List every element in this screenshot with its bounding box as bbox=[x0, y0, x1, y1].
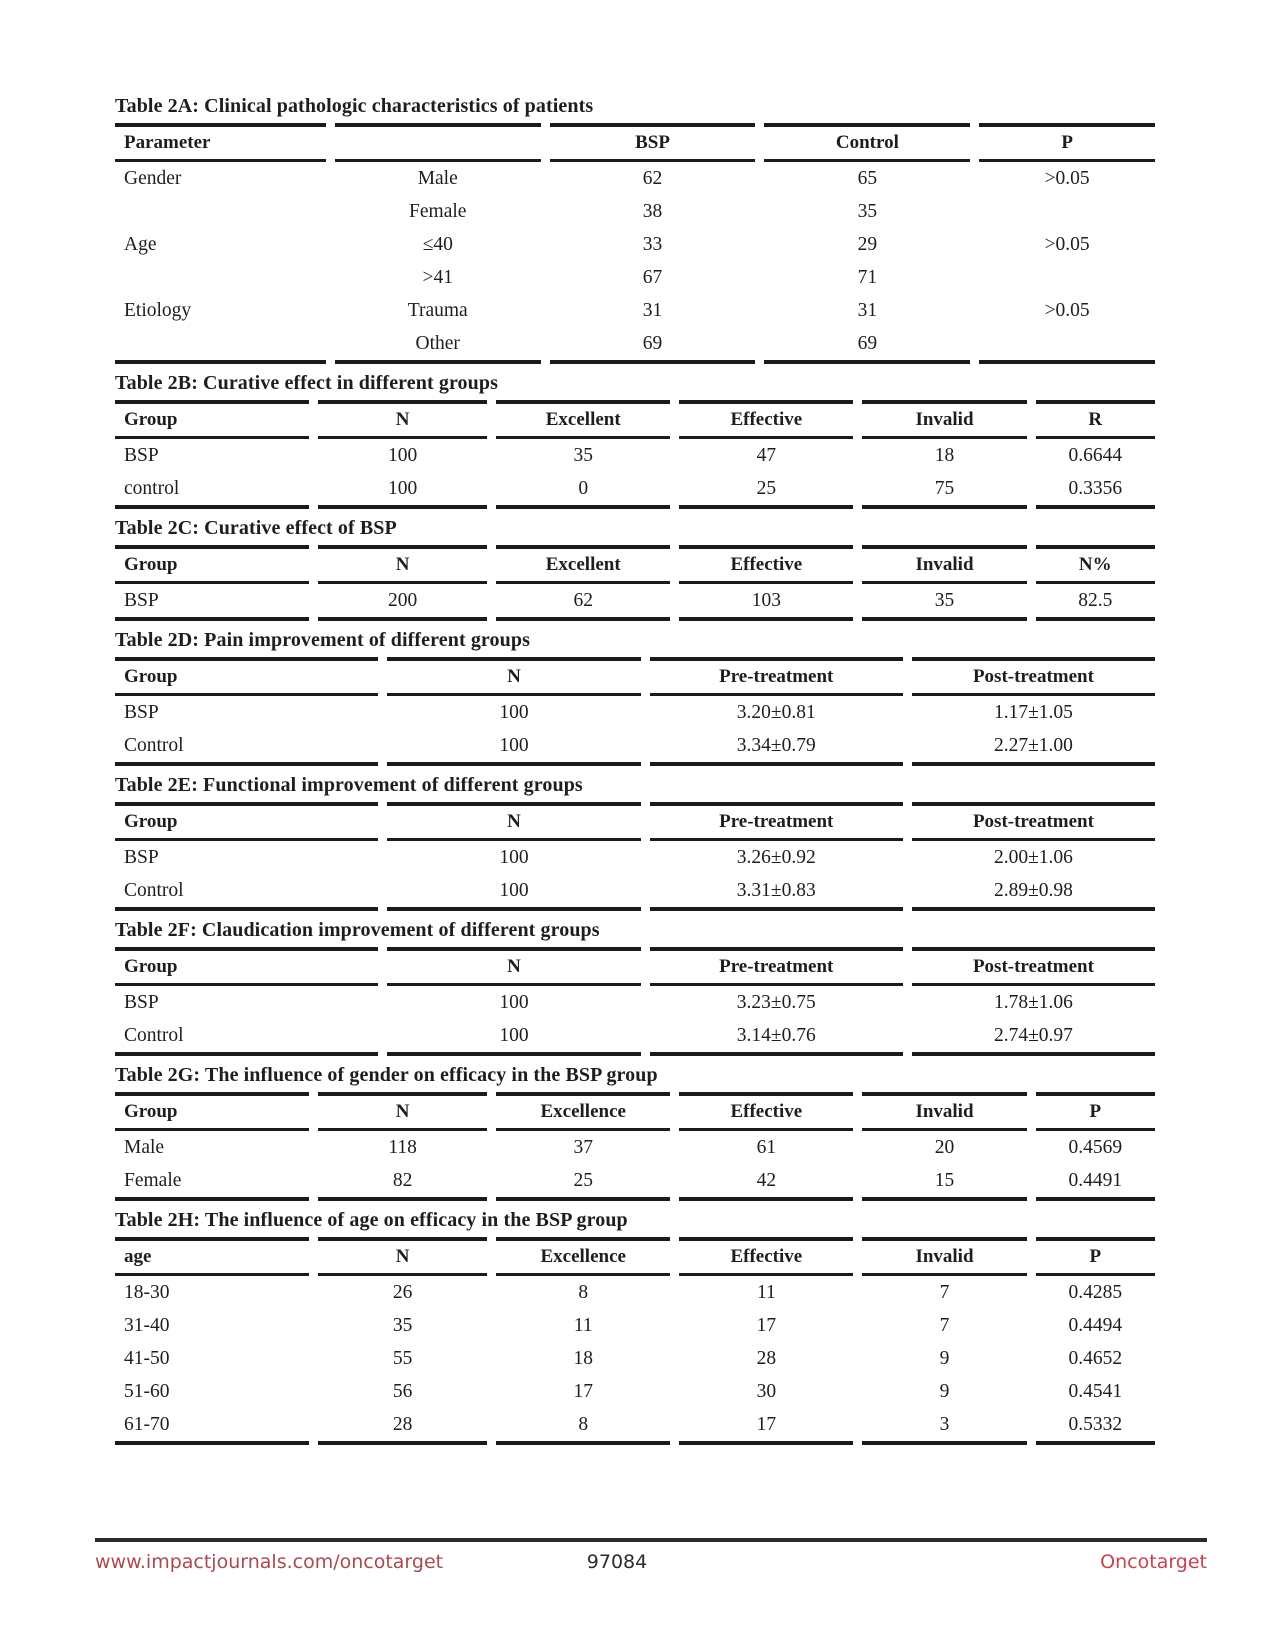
column-header: Invalid bbox=[862, 1237, 1026, 1276]
table-cell: 8 bbox=[496, 1408, 670, 1445]
column-header: P bbox=[1036, 1237, 1155, 1276]
table-cell: 61-70 bbox=[115, 1408, 309, 1445]
table-row bbox=[115, 439, 1155, 472]
table-cell: 7 bbox=[939, 1315, 950, 1336]
column-header: Effective bbox=[679, 400, 853, 439]
table-cell: 29 bbox=[857, 234, 878, 255]
table-cell: Female bbox=[115, 1164, 309, 1201]
table-cell: 47 bbox=[756, 445, 777, 466]
table-cell: Gender bbox=[124, 168, 182, 189]
table-cell: 0.4491 bbox=[1036, 1164, 1155, 1201]
table-cell: BSP bbox=[124, 992, 159, 1013]
table-cell bbox=[115, 195, 326, 228]
table-cell: 11 bbox=[573, 1315, 593, 1336]
table-cell: BSP bbox=[115, 584, 309, 621]
table-row bbox=[115, 472, 1155, 509]
column-header: R bbox=[1036, 400, 1155, 439]
table-cell: 2.89±0.98 bbox=[912, 874, 1155, 911]
table-cell: 200 bbox=[318, 584, 487, 621]
footer-journal-url: www.impactjournals.com/oncotarget bbox=[95, 1551, 444, 1573]
table-cell: 35 bbox=[573, 445, 593, 466]
table-cell: 61 bbox=[756, 1137, 777, 1158]
table-row bbox=[115, 162, 1155, 195]
column-header: N bbox=[387, 947, 640, 986]
table-row bbox=[115, 1309, 1155, 1342]
table-cell: 3 bbox=[862, 1408, 1026, 1445]
table-cell: 65 bbox=[857, 168, 878, 189]
table-row bbox=[115, 294, 1155, 327]
table-2h bbox=[106, 1237, 1164, 1445]
table-cell: 7 bbox=[939, 1282, 950, 1303]
column-header: Excellent bbox=[496, 400, 670, 439]
table-cell: 1.17±1.05 bbox=[993, 702, 1073, 723]
column-header: Effective bbox=[679, 1092, 853, 1131]
table-cell bbox=[979, 327, 1155, 364]
column-header: Pre-treatment bbox=[650, 947, 903, 986]
header-row bbox=[115, 400, 1155, 439]
header-row bbox=[115, 947, 1155, 986]
table-cell: 0.3356 bbox=[1036, 472, 1155, 509]
column-header: Pre-treatment bbox=[650, 657, 903, 696]
table-cell: 0.4285 bbox=[1068, 1282, 1123, 1303]
table-cell: 69 bbox=[550, 327, 756, 364]
column-header: Invalid bbox=[862, 1092, 1026, 1131]
column-header: Post-treatment bbox=[912, 802, 1155, 841]
table-2g bbox=[106, 1092, 1164, 1201]
column-header: N bbox=[318, 400, 487, 439]
table-cell: BSP bbox=[124, 702, 159, 723]
column-header: Group bbox=[115, 802, 378, 841]
footer-row bbox=[95, 1542, 1207, 1573]
column-header: N bbox=[387, 657, 640, 696]
table-cell: Male bbox=[124, 1137, 165, 1158]
table-cell: Other bbox=[335, 327, 541, 364]
table-row bbox=[115, 261, 1155, 294]
column-header: Excellence bbox=[496, 1237, 670, 1276]
table-2e-title: Table 2E: Functional improvement of different groups bbox=[115, 774, 583, 796]
table-row bbox=[115, 696, 1155, 729]
table-2f bbox=[106, 947, 1164, 1056]
table-cell: >41 bbox=[422, 267, 453, 288]
column-header: Pre-treatment bbox=[650, 802, 903, 841]
header-row bbox=[115, 657, 1155, 696]
header-row bbox=[115, 802, 1155, 841]
table-row bbox=[115, 1375, 1155, 1408]
table-row bbox=[115, 1164, 1155, 1201]
table-2d-title: Table 2D: Pain improvement of different groups bbox=[115, 629, 530, 651]
table-row bbox=[115, 841, 1155, 874]
table-row bbox=[115, 729, 1155, 766]
column-header: Post-treatment bbox=[912, 947, 1155, 986]
table-2c-title: Table 2C: Curative effect of BSP bbox=[115, 517, 397, 539]
table-2a-title: Table 2A: Clinical pathologic characteristics of patients bbox=[115, 95, 594, 117]
table-cell: 35 bbox=[857, 201, 878, 222]
table-cell: 100 bbox=[499, 702, 529, 723]
table-cell: Etiology bbox=[124, 300, 192, 321]
table-cell: 75 bbox=[862, 472, 1026, 509]
table-cell: 18 bbox=[934, 445, 955, 466]
table-cell: ≤40 bbox=[422, 234, 453, 255]
tables-column bbox=[115, 94, 1155, 1445]
table-cell: Female bbox=[409, 201, 467, 222]
table-cell: 28 bbox=[756, 1348, 777, 1369]
table-row bbox=[115, 1131, 1155, 1164]
table-cell: 25 bbox=[496, 1164, 670, 1201]
table-cell: 28 bbox=[318, 1408, 487, 1445]
table-cell: 0.4569 bbox=[1068, 1137, 1123, 1158]
table-cell: 56 bbox=[392, 1381, 413, 1402]
table-cell: >0.05 bbox=[1044, 168, 1090, 189]
header-row bbox=[115, 1237, 1155, 1276]
column-header: N% bbox=[1036, 545, 1155, 584]
table-cell: Control bbox=[115, 1019, 378, 1056]
column-header: Post-treatment bbox=[912, 657, 1155, 696]
table-cell: Trauma bbox=[407, 300, 468, 321]
table-cell: Control bbox=[115, 729, 378, 766]
table-cell: control bbox=[115, 472, 309, 509]
table-cell: 82 bbox=[318, 1164, 487, 1201]
table-cell: 100 bbox=[387, 874, 640, 911]
table-2c bbox=[106, 545, 1164, 621]
table-cell: 31-40 bbox=[124, 1315, 170, 1336]
column-header: age bbox=[115, 1237, 309, 1276]
column-header: Group bbox=[115, 400, 309, 439]
footer-journal-name: Oncotarget bbox=[1100, 1551, 1208, 1573]
table-cell: 71 bbox=[857, 267, 878, 288]
column-header: Invalid bbox=[862, 400, 1026, 439]
table-cell: 2.74±0.97 bbox=[912, 1019, 1155, 1056]
table-cell: 100 bbox=[387, 1019, 640, 1056]
table-cell: 20 bbox=[934, 1137, 955, 1158]
column-header: Excellent bbox=[496, 545, 670, 584]
column-header: N bbox=[318, 1237, 487, 1276]
table-cell: 33 bbox=[642, 234, 663, 255]
table-row bbox=[115, 228, 1155, 261]
table-cell: 100 bbox=[499, 992, 529, 1013]
footer-page-number: 97084 bbox=[586, 1551, 648, 1573]
table-row bbox=[115, 874, 1155, 911]
table-cell: 100 bbox=[387, 445, 418, 466]
table-cell: 37 bbox=[573, 1137, 593, 1158]
table-cell: 8 bbox=[578, 1282, 589, 1303]
table-cell bbox=[115, 261, 326, 294]
table-cell: 42 bbox=[679, 1164, 853, 1201]
table-cell: 3.23±0.75 bbox=[736, 992, 816, 1013]
table-cell: 18-30 bbox=[124, 1282, 170, 1303]
table-row bbox=[115, 1276, 1155, 1309]
table-cell: 3.14±0.76 bbox=[650, 1019, 903, 1056]
table-cell: 100 bbox=[318, 472, 487, 509]
table-cell: 62 bbox=[496, 584, 670, 621]
table-row bbox=[115, 1019, 1155, 1056]
table-cell: 17 bbox=[679, 1408, 853, 1445]
table-cell: 41-50 bbox=[124, 1348, 170, 1369]
table-2d bbox=[106, 657, 1164, 766]
table-cell: >0.05 bbox=[1044, 234, 1090, 255]
table-cell: 3.31±0.83 bbox=[650, 874, 903, 911]
table-cell bbox=[115, 327, 326, 364]
table-cell: 55 bbox=[392, 1348, 413, 1369]
table-cell: 100 bbox=[387, 729, 640, 766]
table-cell: BSP bbox=[124, 847, 159, 868]
table-2h-title: Table 2H: The influence of age on efficacy in the BSP group bbox=[115, 1209, 628, 1231]
table-cell: 30 bbox=[756, 1381, 777, 1402]
table-cell: 17 bbox=[756, 1315, 777, 1336]
table-cell: Age bbox=[124, 234, 157, 255]
table-cell: 38 bbox=[642, 201, 663, 222]
table-row bbox=[115, 584, 1155, 621]
page-footer bbox=[95, 1538, 1207, 1573]
table-cell: 11 bbox=[756, 1282, 776, 1303]
header-row bbox=[115, 1092, 1155, 1131]
column-header: Effective bbox=[679, 545, 853, 584]
table-cell: Male bbox=[417, 168, 458, 189]
table-cell: 2.27±1.00 bbox=[912, 729, 1155, 766]
table-cell: 26 bbox=[392, 1282, 413, 1303]
column-header: N bbox=[318, 1092, 487, 1131]
table-cell: 31 bbox=[642, 300, 663, 321]
table-cell: 18 bbox=[573, 1348, 593, 1369]
column-header: Parameter bbox=[115, 123, 326, 162]
table-cell: 100 bbox=[499, 847, 529, 868]
column-header: Invalid bbox=[862, 545, 1026, 584]
table-2a bbox=[106, 123, 1164, 364]
column-header: Control bbox=[764, 123, 970, 162]
table-cell: 3.20±0.81 bbox=[736, 702, 816, 723]
table-2e bbox=[106, 802, 1164, 911]
table-cell: 67 bbox=[642, 267, 663, 288]
table-cell: 82.5 bbox=[1036, 584, 1155, 621]
column-header: P bbox=[1036, 1092, 1155, 1131]
table-cell: 3.34±0.79 bbox=[650, 729, 903, 766]
column-header: Group bbox=[115, 657, 378, 696]
table-cell: 17 bbox=[573, 1381, 593, 1402]
table-2b-title: Table 2B: Curative effect in different groups bbox=[115, 372, 498, 394]
table-cell: 51-60 bbox=[124, 1381, 170, 1402]
table-cell: 62 bbox=[642, 168, 663, 189]
column-header: P bbox=[979, 123, 1155, 162]
table-cell: >0.05 bbox=[1044, 300, 1090, 321]
table-row bbox=[115, 1408, 1155, 1445]
table-cell bbox=[979, 261, 1155, 294]
table-cell: 0.4494 bbox=[1068, 1315, 1123, 1336]
column-header: BSP bbox=[550, 123, 756, 162]
table-cell: 15 bbox=[862, 1164, 1026, 1201]
table-row bbox=[115, 1342, 1155, 1375]
table-cell: 0.4652 bbox=[1068, 1348, 1123, 1369]
column-header: N bbox=[387, 802, 640, 841]
header-row bbox=[115, 545, 1155, 584]
table-cell: 31 bbox=[857, 300, 878, 321]
table-cell: 3.26±0.92 bbox=[736, 847, 816, 868]
table-cell: 0.4541 bbox=[1068, 1381, 1123, 1402]
column-header: Group bbox=[115, 947, 378, 986]
table-row bbox=[115, 327, 1155, 364]
column-header: Effective bbox=[679, 1237, 853, 1276]
column-header: N bbox=[318, 545, 487, 584]
table-2f-title: Table 2F: Claudication improvement of different groups bbox=[115, 919, 600, 941]
table-cell bbox=[979, 195, 1155, 228]
table-row bbox=[115, 195, 1155, 228]
table-cell: 35 bbox=[862, 584, 1026, 621]
table-cell: 9 bbox=[939, 1348, 950, 1369]
header-row bbox=[115, 123, 1155, 162]
table-cell: Control bbox=[115, 874, 378, 911]
column-header bbox=[335, 123, 541, 162]
column-header: Excellence bbox=[496, 1092, 670, 1131]
table-2b bbox=[106, 400, 1164, 509]
table-2g-title: Table 2G: The influence of gender on efficacy in the BSP group bbox=[115, 1064, 658, 1086]
column-header: Group bbox=[115, 545, 309, 584]
table-cell: 103 bbox=[679, 584, 853, 621]
table-cell: 0.5332 bbox=[1036, 1408, 1155, 1445]
column-header: Group bbox=[115, 1092, 309, 1131]
table-cell: 0 bbox=[496, 472, 670, 509]
table-cell: 1.78±1.06 bbox=[993, 992, 1073, 1013]
table-cell: BSP bbox=[124, 445, 159, 466]
table-cell: 25 bbox=[679, 472, 853, 509]
table-cell: 69 bbox=[764, 327, 970, 364]
table-cell: 35 bbox=[392, 1315, 413, 1336]
table-cell: 9 bbox=[939, 1381, 950, 1402]
table-row bbox=[115, 986, 1155, 1019]
table-cell: 2.00±1.06 bbox=[993, 847, 1073, 868]
table-cell: 0.6644 bbox=[1068, 445, 1123, 466]
table-cell: 118 bbox=[388, 1137, 417, 1158]
